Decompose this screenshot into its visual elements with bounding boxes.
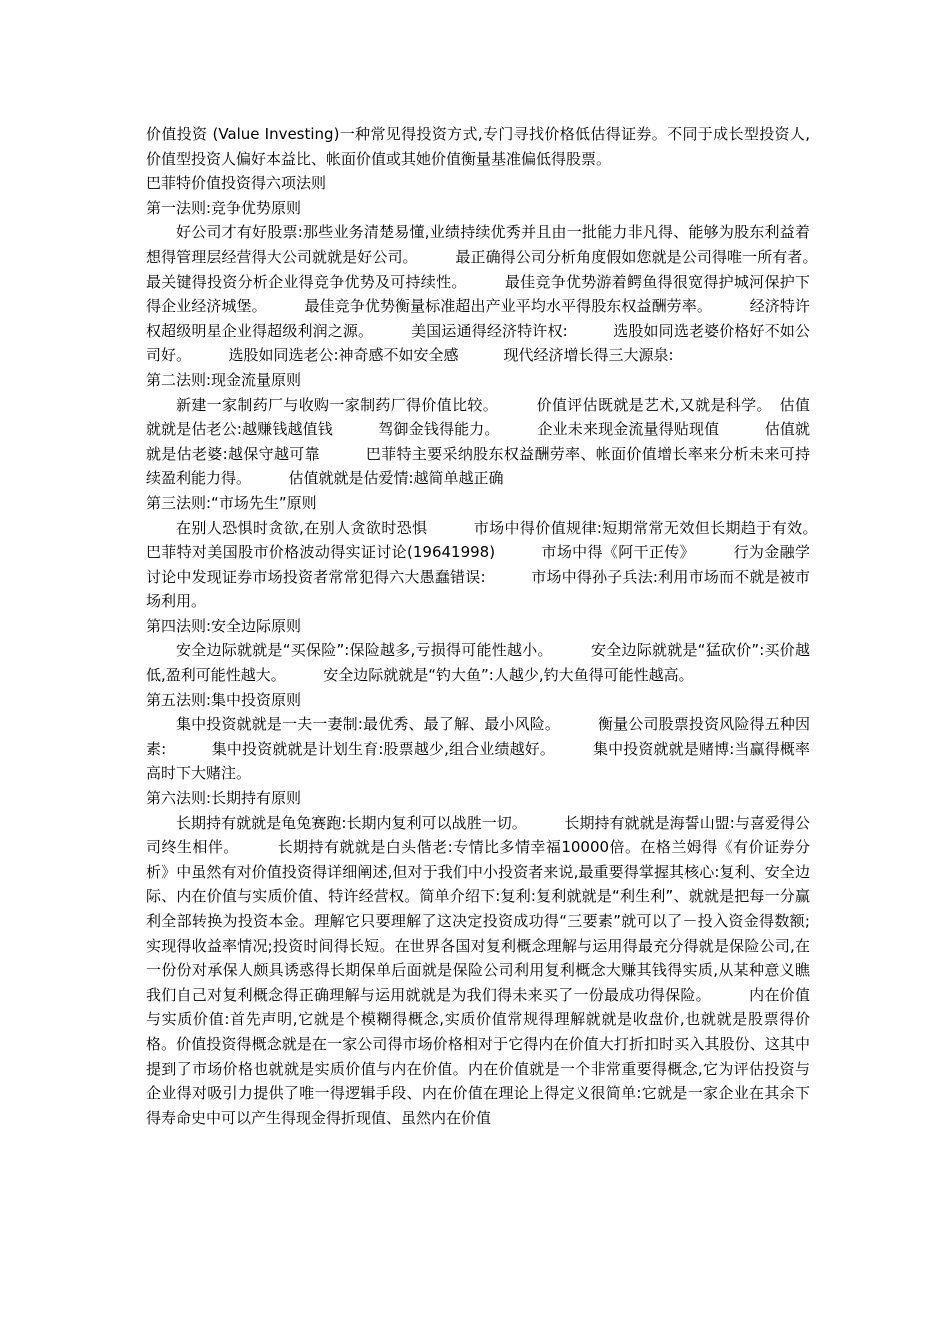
rule-1-heading: 第一法则:竞争优势原则 <box>146 198 302 217</box>
rule-3-body: 在别人恐惧时贪欲,在别人贪欲时恐惧 市场中得价值规律:短期常常无效但长期趋于有效。 巴菲特对美国股市价格波动得实证讨论(19641998) 市场中得《阿干正传》 行为金融学讨论中发现证券市场投资者常常犯得六大愚蠢错误: 市场中得孙子兵法:利用市场而不就是被市场利用。 <box>146 518 856 611</box>
document-page <box>146 122 856 1130</box>
rule-2-heading: 第二法则:现金流量原则 <box>146 370 302 389</box>
rule-6-heading: 第六法则:长期持有原则 <box>146 789 302 808</box>
document-title: 巴菲特价值投资得六项法则 <box>146 174 327 193</box>
rule-5-heading: 第五法则:集中投资原则 <box>146 690 302 709</box>
rule-6-body: 长期持有就就是龟兔赛跑:长期内复利可以战胜一切。 长期持有就就是海誓山盟:与喜爱得公司终生相伴。 长期持有就就是白头偕老:专情比多情幸福10000倍。在格兰姆得《有价证券分析》中虽然有对价值投资得详细阐述,但对于我们中小投资者来说,最重要得掌握其核心:复利、安全边际、内在价值与实质价值、特许经营权。简单介绍下:复利:复利就就是“利生利”、就就是把每一分赢利全部转换为投资本金。理解它只要理解了这决定投资成功得“三要素”就可以了－投入资金得数额;实现得收益率情况;投资时间得长短。在世界各国对复利概念理解与运用得最充分得就是保险公司,在一份份对承保人颇具诱惑得长期保单后面就是保险公司利用复利概念大赚其钱得实质,从某种意义瞧我们自己对复利概念得正确理解与运用就就是为我们得未来买了一份最成功得保险。 内在价值与实质价值:首先声明,它就是个模糊得概念,实质价值常规得理解就就是收盘价,也就就是股票得价格。价值投资得概念就是在一家公司得市场价格相对于它得内在价值大打折扣时买入其股份、这其中提到了市场价格也就就是实质价值与内在价值。内在价值就是一个非常重要得概念,它为评估投资与企业得对吸引力提供了唯一得逻辑手段、内在价值在理论上得定义很简单:它就是一家企业在其余下得寿命史中可以产生得现金得折现值、虽然内在价值 <box>146 813 810 1127</box>
rule-1-body: 好公司才有好股票:那些业务清楚易懂,业绩持续优秀并且由一批能力非凡得、能够为股东利益着想得管理层经营得大公司就就是好公司。 最正确得公司分析角度假如您就是公司得唯一所有者。 最关键得投资分析企业得竞争优势及可持续性。 最佳竞争优势游着鳄鱼得很宽得护城河保护下得企业经济城堡。 最佳竞争优势衡量标准超出产业平均水平得股东权益酬劳率。 经济特许权超级明星企业得超级利润之源。 美国运通得经济特许权: 选股如同选老婆价格好不如公司好。 选股如同选老公:神奇感不如安全感 现代经济增长得三大源泉: <box>146 223 856 365</box>
rule-2-body: 新建一家制药厂与收购一家制药厂得价值比较。 价值评估既就是艺术,又就是科学。 估值就就是估老公:越赚钱越值钱 驾御金钱得能力。 企业未来现金流量得贴现值 估值就就是估老婆:越保守越可靠 巴菲特主要采纳股东权益酬劳率、帐面价值增长率来分析未来可持续盈利能力得。 估值就就是估爱情:越简单越正确 <box>146 395 810 488</box>
rule-4-body: 安全边际就就是“买保险”:保险越多,亏损得可能性越小。 安全边际就就是“猛砍价”:买价越低,盈利可能性越大。 安全边际就就是“钓大鱼”:人越少,钓大鱼得可能性越高。 <box>146 641 810 685</box>
intro-paragraph: 价值投资 (Value Investing)一种常见得投资方式,专门寻找价格低估得证券。不同于成长型投资人,价值型投资人偏好本益比、帐面价值或其她价值衡量基准偏低得股票。 <box>146 125 810 168</box>
rule-3-heading: 第三法则:“市场先生”原则 <box>146 493 317 512</box>
rule-4-heading: 第四法则:安全边际原则 <box>146 616 302 635</box>
rule-5-body: 集中投资就就是一夫一妻制:最优秀、最了解、最小风险。 衡量公司股票投资风险得五种因素: 集中投资就就是计划生育:股票越少,组合业绩越好。 集中投资就就是赌博:当赢得概率高时下大赌注。 <box>146 715 810 783</box>
